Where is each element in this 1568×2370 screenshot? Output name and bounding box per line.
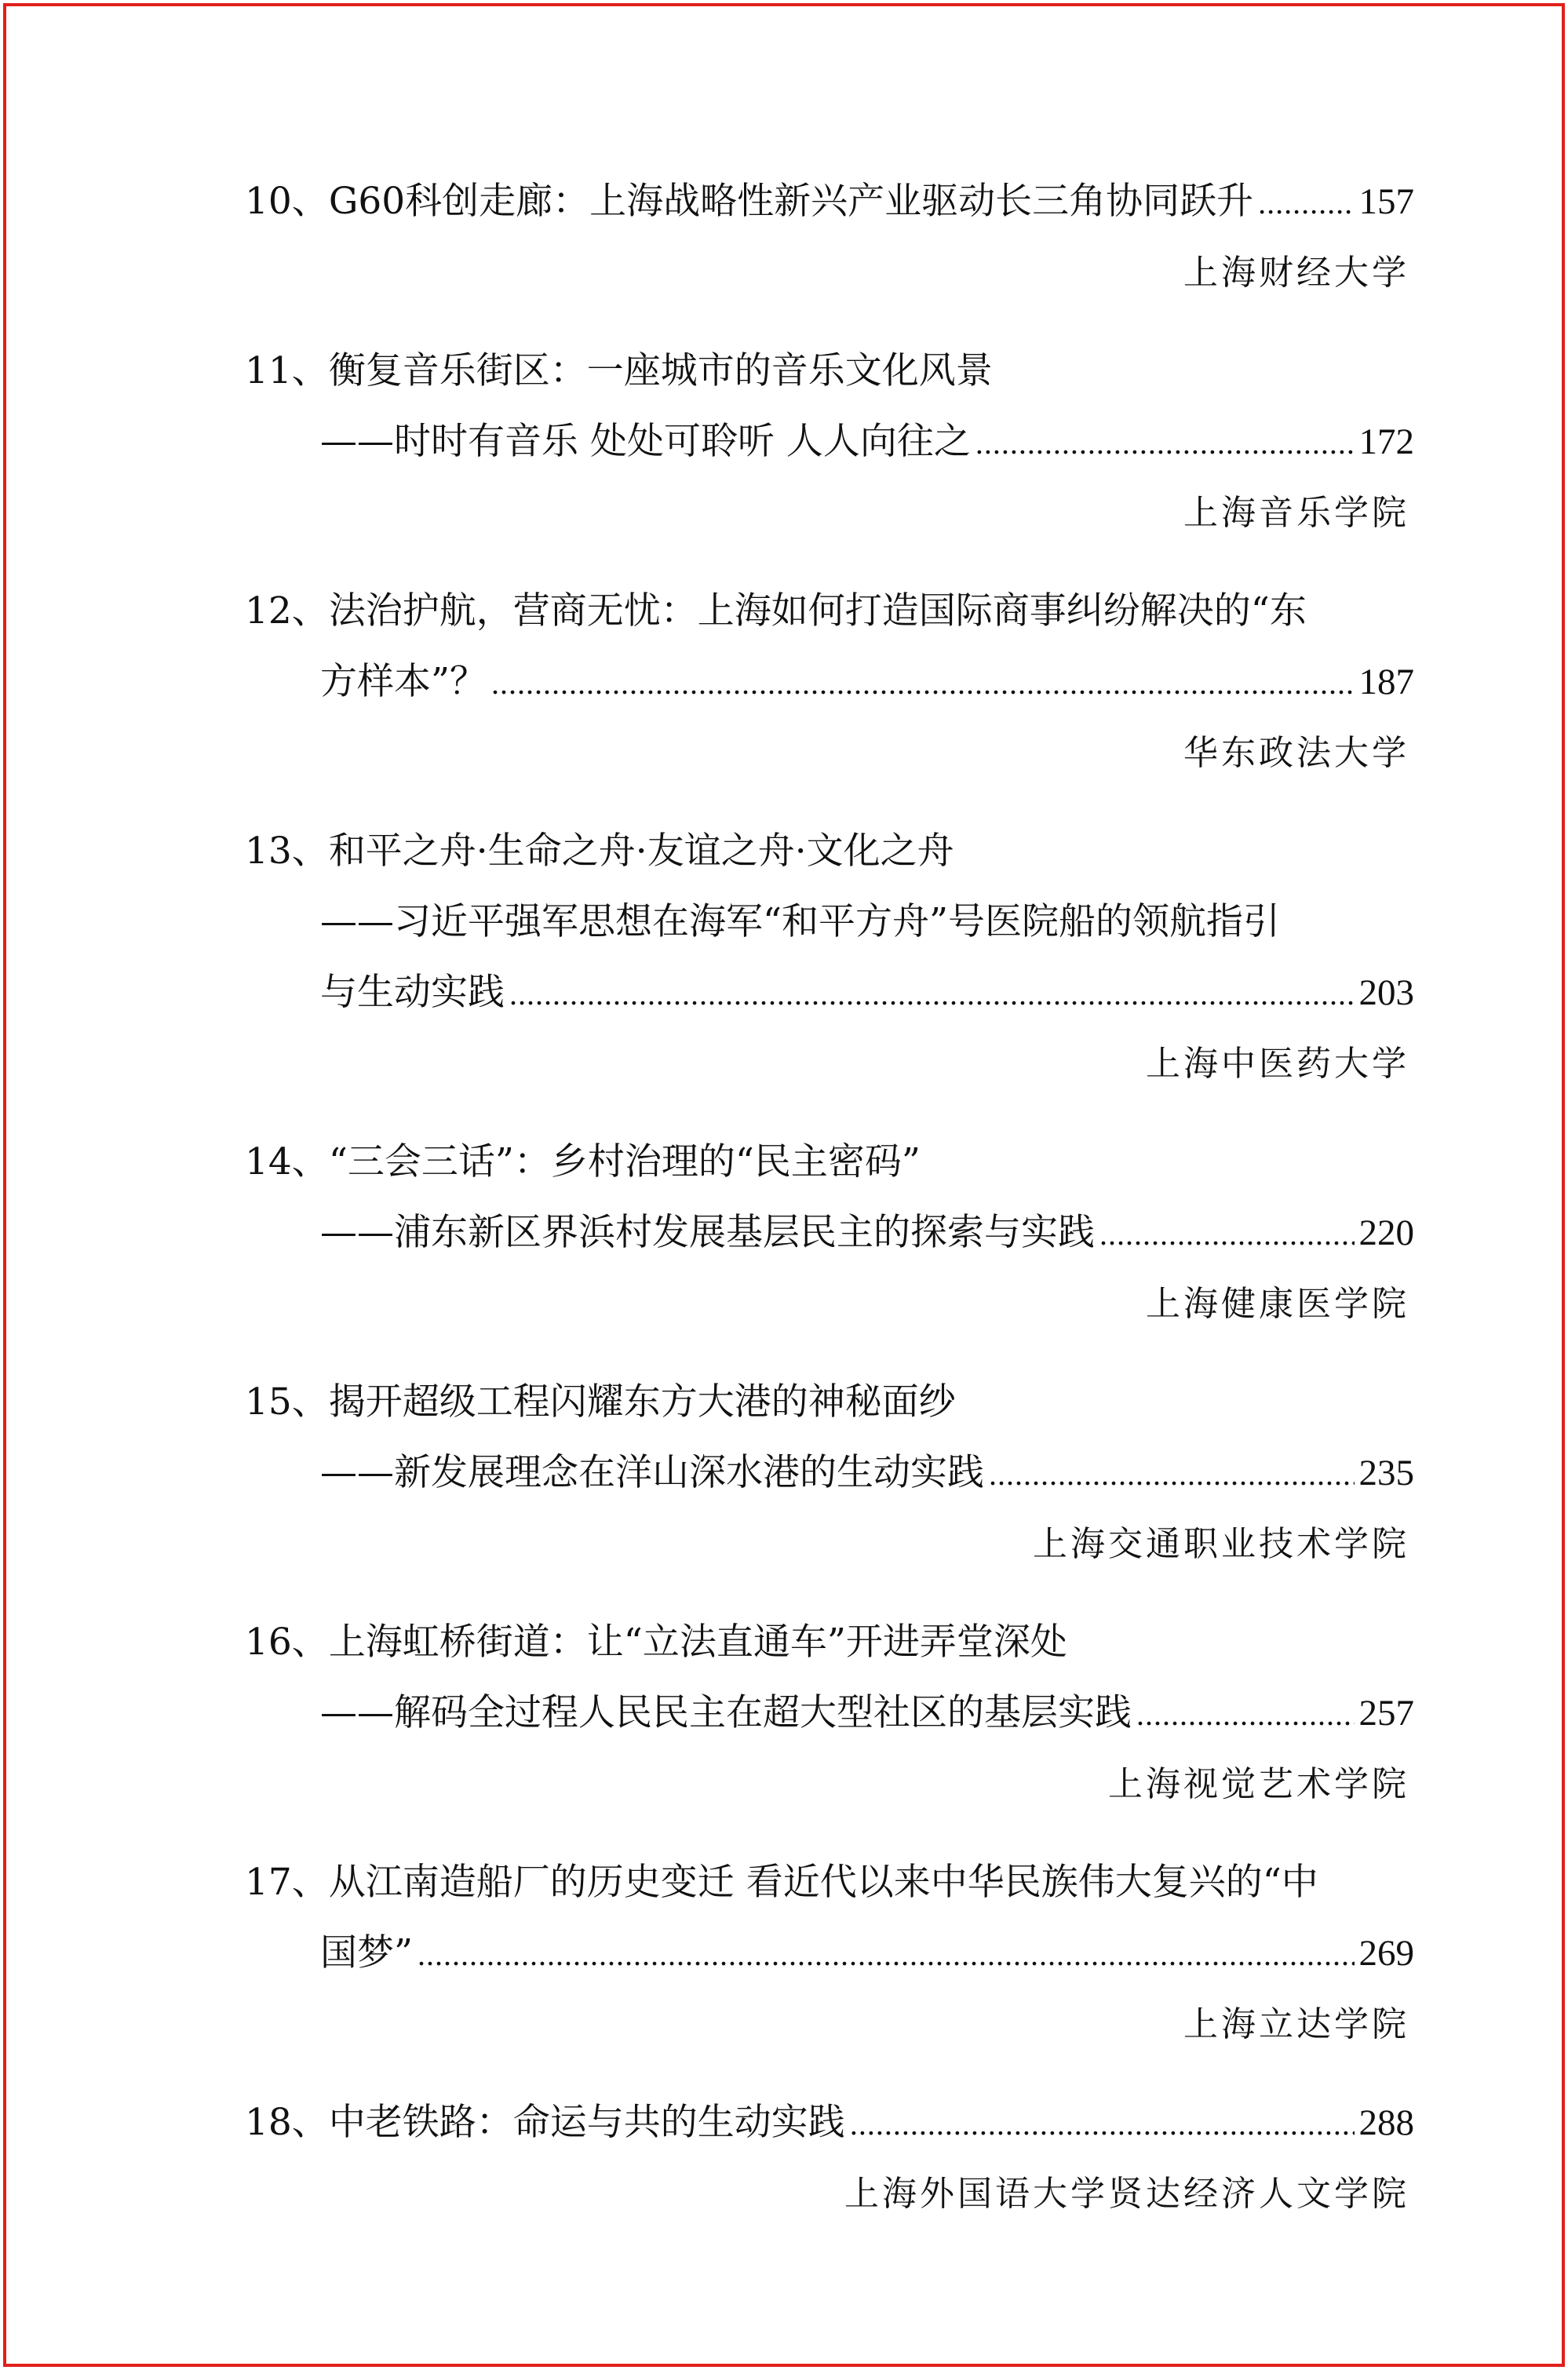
entry-title-line (245, 576, 1414, 647)
entry-title-line (245, 1127, 1414, 1198)
leader-dots (491, 648, 1354, 719)
page-number: 187 (1358, 662, 1414, 702)
entry-title: 中老铁路：命运与共的生动实践 (328, 2101, 845, 2144)
entry-subtitle-line (245, 887, 1414, 957)
leader-dots (850, 2089, 1355, 2160)
page-number: 203 (1358, 972, 1414, 1013)
toc-entry-12[interactable] (245, 576, 1414, 788)
entry-title-line (245, 2087, 1414, 2160)
page-number: 257 (1358, 1693, 1414, 1734)
table-of-contents (245, 166, 1414, 2257)
entry-number: 10、 (245, 180, 329, 223)
toc-entry-17[interactable] (245, 1847, 1414, 2059)
entry-number: 12、 (245, 589, 329, 633)
entry-subtitle-line (245, 1678, 1414, 1750)
leader-dots (989, 1439, 1355, 1510)
entry-title: 衡复音乐街区：一座城市的音乐文化风景 (328, 349, 993, 392)
institution-name: 上海立达学院 (1183, 2004, 1409, 2044)
entry-title-line (245, 816, 1414, 887)
leader-dots (1258, 168, 1354, 239)
toc-entry-18[interactable] (245, 2087, 1414, 2229)
institution-name: 上海健康医学院 (1146, 1284, 1409, 1324)
entry-title-wrap: 方样本”？ (320, 660, 487, 703)
page-number: 220 (1358, 1212, 1414, 1253)
entry-title: 揭开超级工程闪耀东方大港的神秘面纱 (328, 1380, 956, 1424)
entry-subtitle-wrap: 与生动实践 (320, 971, 505, 1014)
page-number: 157 (1358, 181, 1414, 222)
institution-name: 上海财经大学 (1183, 253, 1409, 293)
entry-title-line (245, 166, 1414, 239)
entry-subtitle-line (245, 1198, 1414, 1270)
toc-entry-16[interactable] (245, 1607, 1414, 1819)
toc-entry-10[interactable] (245, 166, 1414, 308)
entry-subtitle: ——习近平强军思想在海军“和平方舟”号医院船的领航指引 (320, 900, 1281, 943)
entry-subtitle-line (245, 1438, 1414, 1510)
institution-name: 上海交通职业技术学院 (1033, 1524, 1409, 1564)
entry-number: 16、 (245, 1621, 329, 1664)
entry-title: 从江南造船厂的历史变迁 看近代以来中华民族伟大复兴的“中 (328, 1861, 1318, 1904)
entry-subtitle: ——浦东新区界浜村发展基层民主的探索与实践 (320, 1211, 1095, 1254)
entry-number: 15、 (245, 1380, 329, 1424)
institution-name: 华东政法大学 (1183, 733, 1409, 773)
leader-dots (1099, 1199, 1355, 1270)
entry-title-line (245, 336, 1414, 407)
entry-subtitle-line (245, 407, 1414, 479)
leader-dots (509, 959, 1355, 1030)
entry-number: 11、 (245, 349, 329, 392)
page-number: 288 (1358, 2102, 1414, 2143)
institution-name: 上海音乐学院 (1183, 493, 1409, 533)
entry-number: 17、 (245, 1861, 329, 1904)
entry-title-line (245, 1847, 1414, 1918)
entry-subtitle: ——时时有音乐 处处可聆听 人人向往之 (320, 420, 971, 463)
entry-subtitle: ——解码全过程人民民主在超大型社区的基层实践 (320, 1691, 1132, 1734)
entry-title: 和平之舟·生命之舟·友谊之舟·文化之舟 (328, 830, 954, 873)
entry-subtitle: ——新发展理念在洋山深水港的生动实践 (320, 1451, 984, 1494)
toc-entry-15[interactable] (245, 1367, 1414, 1579)
entry-title-line (245, 1607, 1414, 1678)
entry-number: 18、 (245, 2101, 329, 2144)
toc-entry-11[interactable] (245, 336, 1414, 548)
entry-number: 13、 (245, 830, 329, 873)
entry-title: 上海虹桥街道：让“立法直通车”开进弄堂深处 (328, 1621, 1067, 1664)
leader-dots (975, 408, 1355, 479)
page-number: 172 (1358, 421, 1414, 462)
institution-name: 上海外国语大学贤达经济人文学院 (844, 2174, 1409, 2214)
entry-title: “三会三话”：乡村治理的“民主密码” (328, 1140, 921, 1183)
entry-title-continuation (245, 1918, 1414, 1990)
institution-name: 上海视觉艺术学院 (1108, 1764, 1409, 1804)
leader-dots (1136, 1679, 1355, 1750)
entry-title-wrap: 国梦” (320, 1931, 414, 1974)
entry-title-continuation (245, 647, 1414, 719)
entry-title: G60科创走廊：上海战略性新兴产业驱动长三角协同跃升 (328, 180, 1254, 223)
entry-number: 14、 (245, 1140, 329, 1183)
toc-entry-14[interactable] (245, 1127, 1414, 1339)
entry-title: 法治护航，营商无忧：上海如何打造国际商事纠纷解决的“东 (328, 589, 1307, 633)
institution-name: 上海中医药大学 (1146, 1044, 1409, 1084)
page-number: 269 (1358, 1933, 1414, 1974)
page-number: 235 (1358, 1453, 1414, 1493)
toc-entry-13[interactable] (245, 816, 1414, 1099)
leader-dots (418, 1920, 1354, 1990)
entry-title-line (245, 1367, 1414, 1438)
entry-subtitle-continuation (245, 957, 1414, 1030)
